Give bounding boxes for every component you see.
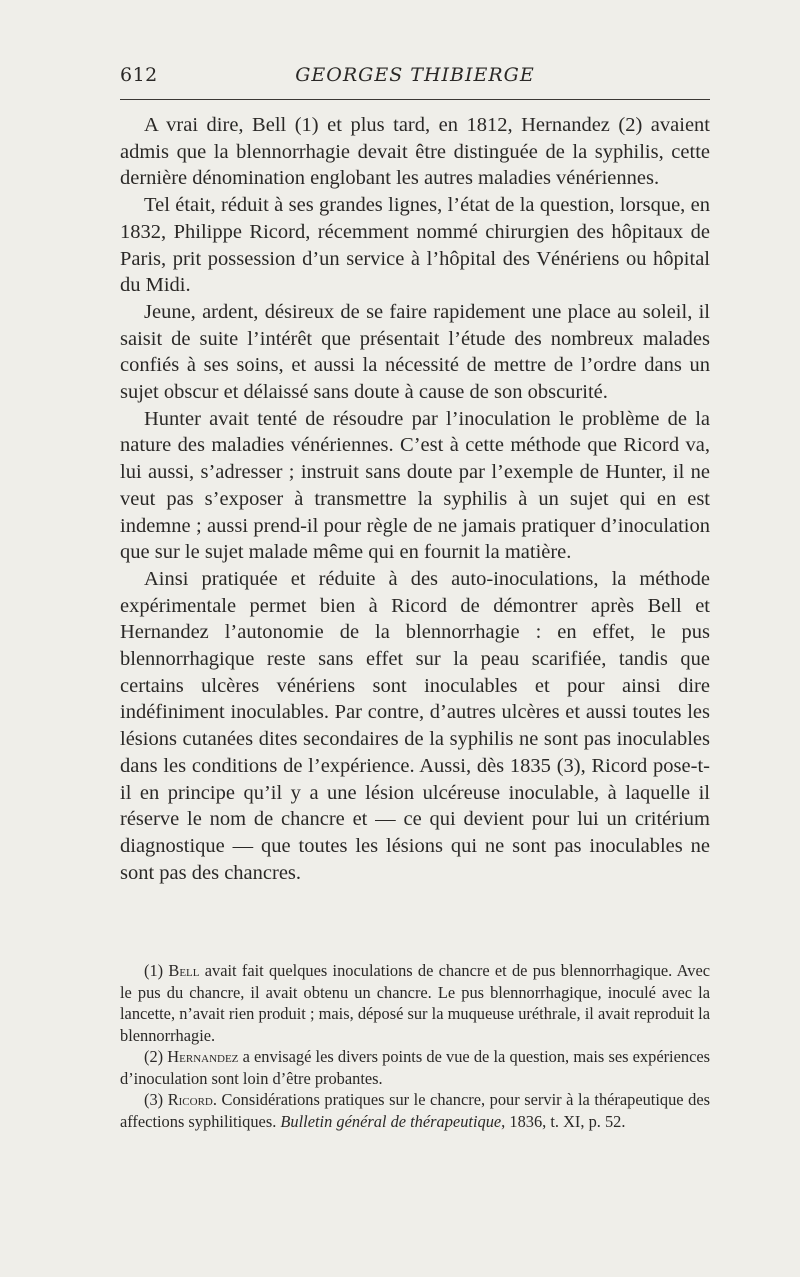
paragraph: Hunter avait tenté de résoudre par l’inoculation le problème de la nature des maladies vénériennes. C’est à cette méthode que Ricord va, lui aussi, s’adresser ; instruit sans doute par l’exemple de Hunter, il ne veut pas s’exposer à transmettre la syphilis à un sujet qui en est indemne ; aussi prend-il pour règle de ne jamais pratiquer d’inoculation que sur le sujet malade même qui en fournit la matière. (120, 407, 710, 564)
footnotes (120, 960, 710, 1132)
footnote-citation: , 1836, t. XI, p. 52. (501, 1111, 626, 1131)
footnote-1 (120, 960, 710, 1046)
footnote-text: . Considérations pratiques sur le chancre, pour servir à la thérapeutique des affections syphilitiques. (120, 1090, 710, 1131)
paragraph: A vrai dire, Bell (1) et plus tard, en 1812, Hernandez (2) avaient admis que la blennorrhagie devait être distinguée de la syphilis, cette dernière dénomination englobant les autres maladies vénériennes. (120, 114, 710, 190)
page-number: 612 (120, 64, 158, 86)
paragraph: Tel était, réduit à ses grandes lignes, l’état de la question, lorsque, en 1832, Philippe Ricord, récemment nommé chirurgien des hôpitaux de Paris, prit possession d’un service à l’hôpital des Vénériens ou hôpital du Midi. (120, 194, 710, 297)
footnote-marker: (1) (144, 961, 169, 980)
footnote-author: Bell (168, 961, 200, 980)
header-rule (120, 99, 710, 100)
footnote-journal: Bulletin général de thérapeutique (280, 1111, 502, 1131)
page-header (120, 64, 710, 90)
footnote-text: a envisagé les divers points de vue de la question, mais ses expériences d’inoculation sont loin d’être probantes. (120, 1047, 711, 1088)
footnote-text: avait fait quelques inoculations de chancre et de pus blennorrhagique. Avec le pus du chancre, il avait obtenu un chancre. Le pus blennorrhagique, inoculé avec la lancette, n’avait rien produit ; mais, déposé sur la muqueuse uréthrale, il avait reproduit la blennorrhagie. (120, 961, 710, 1045)
paragraph: Ainsi pratiquée et réduite à des auto-inoculations, la méthode expérimentale permet bien à Ricord de démontrer après Bell et Hernandez l’autonomie de la blennorrhagie : en effet, le pus blennorrhagique reste sans effet sur la peau scarifiée, tandis que certains ulcères vénériens sont inoculables et pour ainsi dire indéfiniment inoculables. Par contre, d’autres ulcères et aussi toutes les lésions cutanées dites secondaires de la syphilis ne sont pas inoculables dans les conditions de l’expérience. Aussi, dès 1835 (3), Ricord pose-t-il en principe qu’il y a une lésion ulcéreuse inoculable, à laquelle il réserve le nom de chancre et — ce qui devient pour lui un critérium diagnostique — que toutes les lésions qui ne sont pas inoculables ne sont pas des chancres. (120, 567, 710, 884)
running-title: GEORGES THIBIERGE (295, 64, 535, 86)
main-text (120, 112, 710, 886)
footnote-3 (120, 1089, 710, 1132)
footnote-marker: (3) (144, 1090, 168, 1109)
footnote-2 (120, 1046, 710, 1089)
paragraph: Jeune, ardent, désireux de se faire rapidement une place au soleil, il saisit de suite l’intérêt que présentait l’étude des nombreux malades confiés à ses soins, et aussi la nécessité de mettre de l’ordre dans un sujet obscur et délaissé sans doute à cause de son obscurité. (120, 300, 710, 404)
footnote-marker: (2) (144, 1047, 168, 1066)
footnote-author: Ricord (167, 1090, 213, 1109)
footnote-author: Hernandez (167, 1047, 239, 1066)
